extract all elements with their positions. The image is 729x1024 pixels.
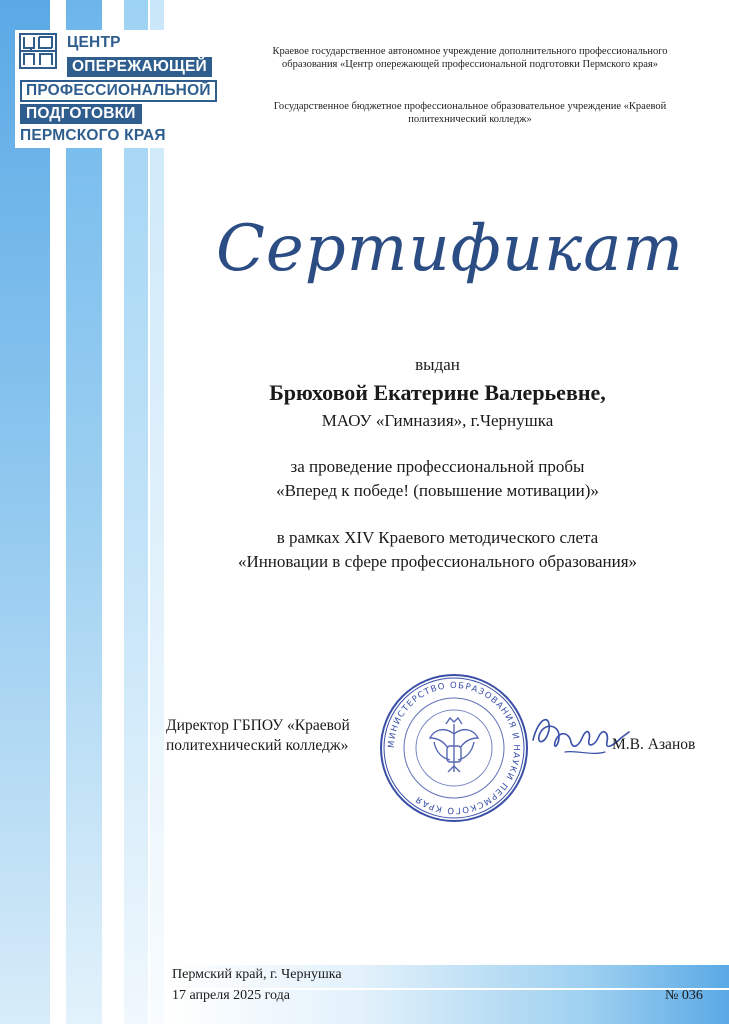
recipient-name: Брюховой Екатерине Валерьевне, xyxy=(269,380,606,405)
certificate-title: Сертификат xyxy=(215,212,685,286)
official-seal-icon xyxy=(378,672,530,824)
footer-place: Пермский край, г. Чернушка xyxy=(172,967,342,982)
issued-label: выдан xyxy=(415,355,460,374)
logo-line-2: ОПЕРЕЖАЮЩЕЙ xyxy=(67,57,212,77)
decor-stripe-4 xyxy=(150,0,164,1024)
logo-mark-icon xyxy=(19,33,57,69)
signer-title-line-2: политехнический колледж» xyxy=(166,737,349,754)
decor-stripe-1 xyxy=(0,0,50,1024)
event-line-2: «Инновации в сфере профессионального образования» xyxy=(237,552,638,571)
signer-title xyxy=(166,716,350,756)
event-line-1: в рамках XIV Краевого методического слета xyxy=(276,528,599,547)
logo-line-5: ПЕРМСКОГО КРАЯ xyxy=(20,127,166,144)
purpose-line-2: «Вперед к победе! (повышение мотивации)» xyxy=(276,481,599,500)
decor-stripe-2 xyxy=(66,0,102,1024)
decor-stripe-3 xyxy=(124,0,148,1024)
logo-line-1: ЦЕНТР xyxy=(67,34,121,51)
recipient-school: МАОУ «Гимназия», г.Чернушка xyxy=(321,411,554,430)
footer-date: 17 апреля 2025 года xyxy=(172,988,290,1003)
certificate-number: № 036 xyxy=(665,988,703,1003)
logo-line-4: ПОДГОТОВКИ xyxy=(20,104,142,124)
signer-title-line-1: Директор ГБПОУ «Краевой xyxy=(166,717,350,734)
header-org-2: Государственное бюджетное профессиональное образовательное учреждение «Краевой политехнический колледж» xyxy=(273,101,667,125)
purpose-line-1: за проведение профессиональной пробы xyxy=(290,457,585,476)
svg-text:МИНИСТЕРСТВО ОБРАЗОВАНИЯ И НАУ: МИНИСТЕРСТВО ОБРАЗОВАНИЯ И НАУКИ ПЕРМСКОГО КРАЯ xyxy=(386,680,522,816)
org-logo xyxy=(15,30,245,148)
header-org-1: Краевое государственное автономное учреждение дополнительного профессионального образования «Центр опережающей профессиональной подготовки Пермского края» xyxy=(272,46,668,70)
logo-line-3: ПРОФЕССИОНАЛЬНОЙ xyxy=(20,80,217,102)
signer-name: М.В. Азанов xyxy=(612,736,696,753)
